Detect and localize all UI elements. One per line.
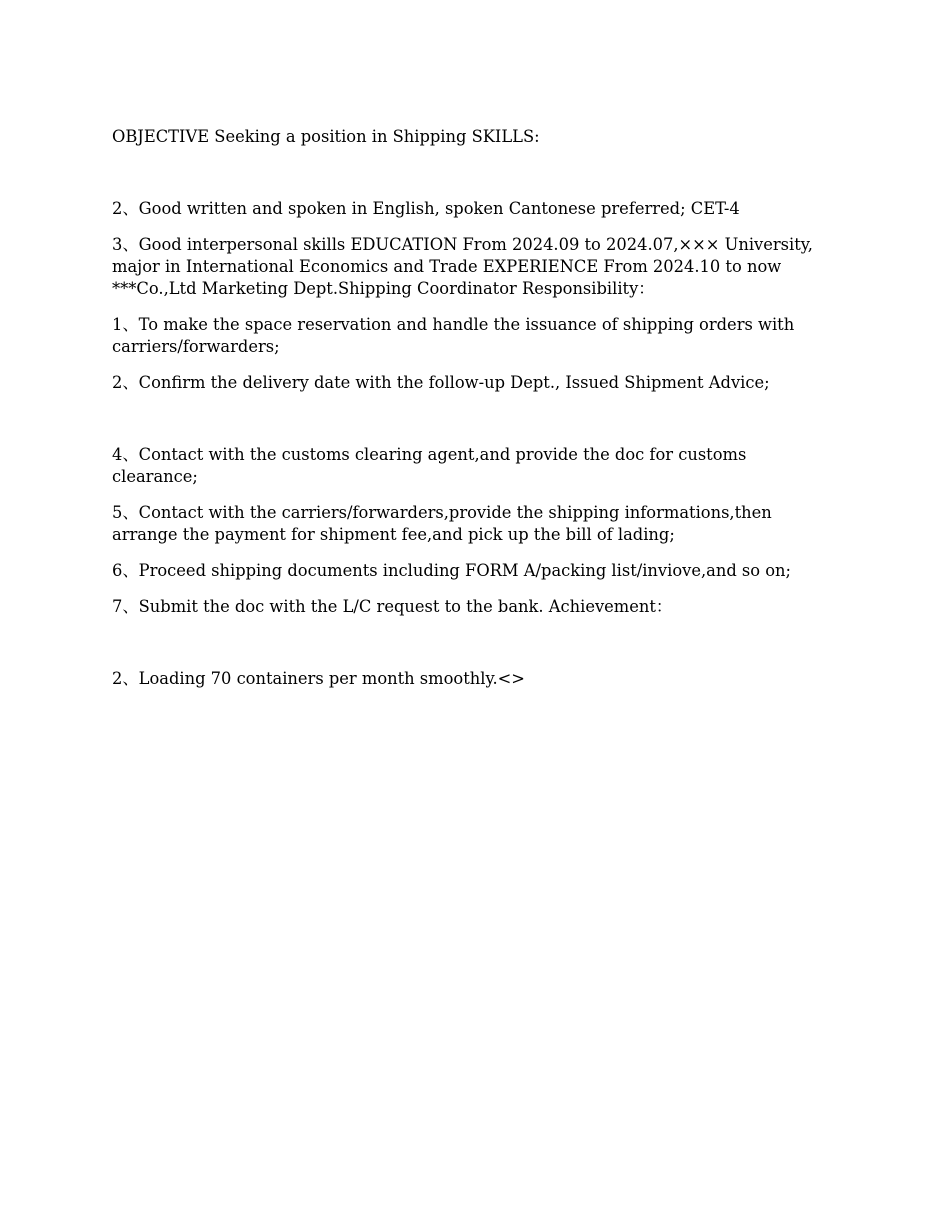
paragraph-responsibility-5: 5、Contact with the carriers/forwarders,provide the shipping informations,then arrange the payment for shipment fee,and pick up the bill of lading;	[112, 503, 772, 544]
paragraph-achievement-2: 2、Loading 70 containers per month smoothly.<>	[112, 669, 525, 688]
paragraph-skill-interpersonal: 3、Good interpersonal skills EDUCATION From 2024.09 to 2024.07,××× University, major in International Economics and Trade EXPERIENCE From 2024.10 to now ***Co.,Ltd Marketing Dept.Shipping Coordinator Responsibility：	[112, 235, 813, 298]
paragraph-blank	[112, 632, 832, 654]
paragraph-responsibility-4: 4、Contact with the customs clearing agent,and provide the doc for customs clearance;	[112, 445, 747, 486]
paragraph-responsibility-2: 2、Confirm the delivery date with the follow-up Dept., Issued Shipment Advice;	[112, 373, 770, 392]
paragraph-responsibility-7: 7、Submit the doc with the L/C request to the bank. Achievement：	[112, 597, 673, 616]
document-body	[112, 126, 832, 704]
paragraph-responsibility-6: 6、Proceed shipping documents including FORM A/packing list/inviove,and so on;	[112, 561, 792, 580]
paragraph-responsibility-1: 1、To make the space reservation and handle the issuance of shipping orders with carriers/forwarders;	[112, 315, 795, 356]
paragraph-blank	[112, 408, 832, 430]
paragraph-skill-english: 2、Good written and spoken in English, spoken Cantonese preferred; CET-4	[112, 199, 740, 218]
paragraph-objective: OBJECTIVE Seeking a position in Shipping SKILLS:	[112, 127, 540, 146]
paragraph-blank	[112, 162, 832, 184]
